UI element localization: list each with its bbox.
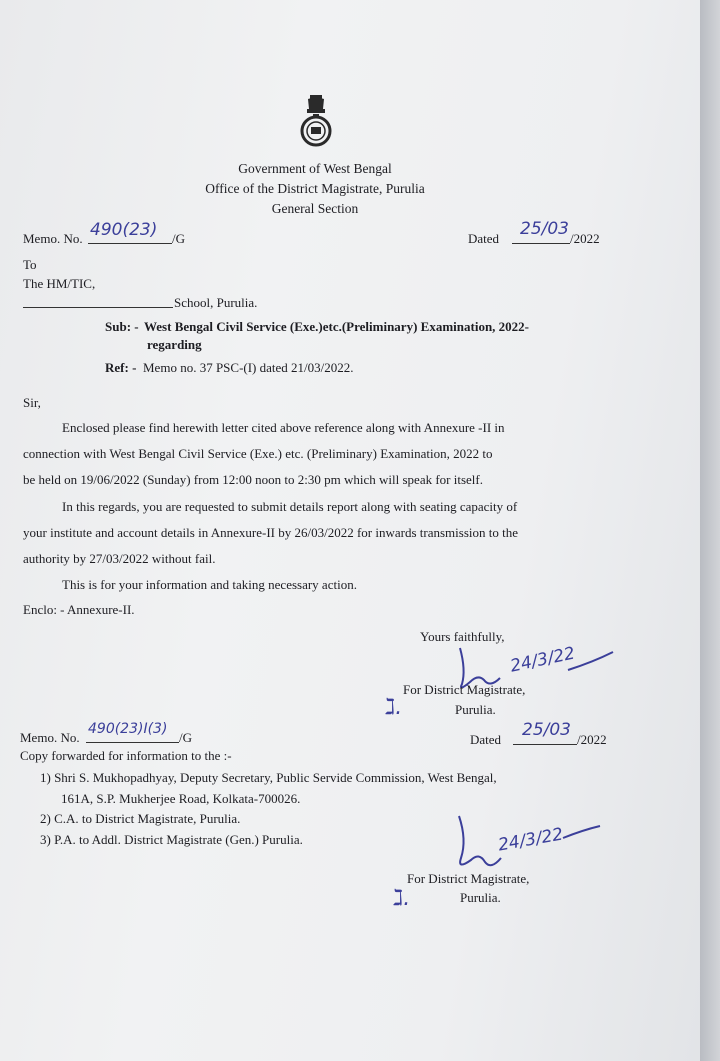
copy-item-1-line2: 161A, S.P. Mukherjee Road, Kolkata-700026. bbox=[61, 791, 301, 806]
recipient: The HM/TIC, bbox=[23, 276, 96, 291]
memo2-date-handwritten: 25/03 bbox=[522, 720, 571, 740]
signature-1-place: Purulia. bbox=[455, 702, 496, 717]
memo-number-label: Memo. No. bbox=[23, 231, 83, 246]
date-handwritten: 25/03 bbox=[520, 219, 569, 239]
dated-label: Dated bbox=[468, 231, 500, 246]
signature-2-date: 24/3/22 bbox=[496, 824, 565, 856]
memo2-date-underline bbox=[513, 744, 577, 745]
copy-item-2: 2) C.A. to District Magistrate, Purulia. bbox=[40, 811, 241, 826]
signature-2-for: For District Magistrate, bbox=[407, 871, 530, 886]
signature-2-place: Purulia. bbox=[460, 890, 501, 905]
memo2-date-year: /2022 bbox=[577, 732, 607, 747]
school-blank-line bbox=[23, 307, 173, 308]
memo2-number-suffix: /G bbox=[179, 730, 192, 745]
memo-number-suffix: /G bbox=[172, 231, 185, 246]
state-emblem-icon bbox=[296, 94, 336, 150]
reference-label: Ref: - bbox=[105, 360, 137, 375]
signature-2-initial: ℷ. bbox=[393, 886, 411, 911]
paragraph1-line2: connection with West Bengal Civil Service (Exe.) etc. (Preliminary) Examination, 2022 to bbox=[23, 446, 493, 461]
paragraph1-line3: be held on 19/06/2022 (Sunday) from 12:00 noon to 2:30 pm which will speak for itself. bbox=[23, 472, 483, 487]
memo-number-underline bbox=[88, 243, 172, 244]
memo2-number-label: Memo. No. bbox=[20, 730, 80, 745]
reference-text: Memo no. 37 PSC-(I) dated 21/03/2022. bbox=[143, 360, 354, 375]
closing-yours-faithfully: Yours faithfully, bbox=[420, 629, 505, 644]
signature-1-date: 24/3/22 bbox=[508, 643, 577, 677]
salutation: Sir, bbox=[23, 395, 41, 410]
school-text: School, Purulia. bbox=[174, 295, 258, 310]
paragraph2-line2: your institute and account details in Annexure-II by 26/03/2022 for inwards transmission to the bbox=[23, 525, 518, 540]
memo2-number-handwritten: 490(23)I(3) bbox=[88, 721, 168, 737]
header-line-section: General Section bbox=[271, 201, 359, 216]
subject-text-line2: regarding bbox=[147, 337, 202, 352]
background-edge bbox=[700, 0, 720, 1061]
memo2-number-underline bbox=[86, 742, 179, 743]
copy-forwarded-intro: Copy forwarded for information to the :- bbox=[20, 748, 232, 763]
signature-1-for: For District Magistrate, bbox=[403, 682, 526, 697]
header-line-government: Government of West Bengal bbox=[238, 161, 392, 176]
date-underline bbox=[512, 243, 570, 244]
paragraph2-line3: authority by 27/03/2022 without fail. bbox=[23, 551, 216, 566]
memo2-dated-label: Dated bbox=[470, 732, 502, 747]
paragraph3: This is for your information and taking necessary action. bbox=[62, 577, 357, 592]
header-line-office: Office of the District Magistrate, Purulia bbox=[205, 181, 425, 196]
date-year: /2022 bbox=[570, 231, 600, 246]
to-label: To bbox=[23, 257, 37, 272]
subject-text-line1: West Bengal Civil Service (Exe.)etc.(Preliminary) Examination, 2022- bbox=[144, 319, 529, 334]
memo-number-handwritten: 490(23) bbox=[90, 220, 158, 240]
paragraph1-line1: Enclosed please find herewith letter cited above reference along with Annexure -II in bbox=[62, 420, 505, 435]
signature-1-initial: ℷ. bbox=[385, 695, 403, 720]
subject-label: Sub: - bbox=[105, 319, 139, 334]
copy-item-3: 3) P.A. to Addl. District Magistrate (Gen.) Purulia. bbox=[40, 832, 303, 847]
copy-item-1-line1: 1) Shri S. Mukhopadhyay, Deputy Secretary, Public Servide Commission, West Bengal, bbox=[40, 770, 497, 785]
enclosure: Enclo: - Annexure-II. bbox=[23, 602, 135, 617]
paragraph2-line1: In this regards, you are requested to submit details report along with seating capacity of bbox=[62, 499, 518, 514]
